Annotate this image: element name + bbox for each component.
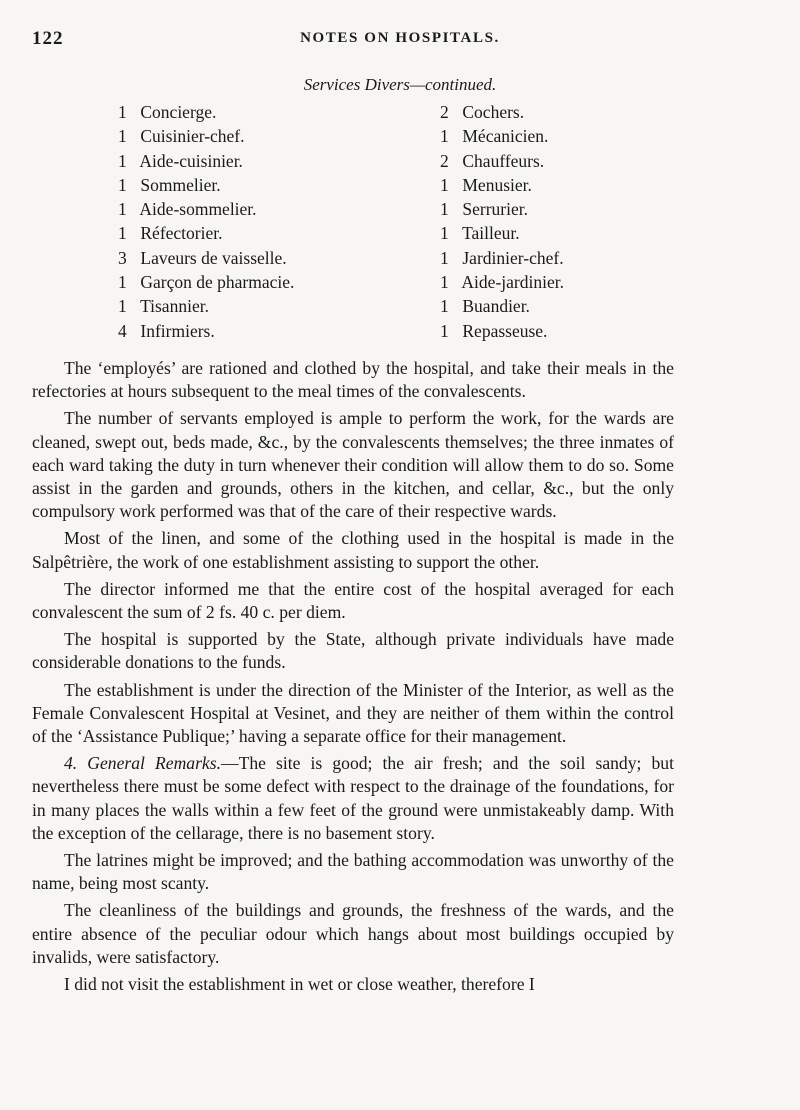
page-number: 122 bbox=[32, 28, 64, 49]
staff-row bbox=[440, 100, 564, 124]
staff-row bbox=[440, 246, 564, 270]
staff-role: Garçon de pharmacie. bbox=[140, 272, 295, 293]
staff-row bbox=[118, 319, 294, 343]
staff-role: Tisannier. bbox=[140, 296, 209, 317]
staff-row bbox=[118, 221, 294, 245]
paragraph: The ‘employés’ are rationed and clothed by the hospital, and take their meals in the refectories at hours subsequent to the meal times of the convalescents. bbox=[32, 358, 674, 402]
staff-list-left bbox=[118, 100, 294, 343]
staff-count: 1 bbox=[440, 296, 449, 317]
staff-row bbox=[440, 221, 564, 245]
body-text bbox=[32, 357, 674, 996]
staff-count: 1 bbox=[440, 174, 449, 195]
staff-role: Chauffeurs. bbox=[462, 150, 545, 171]
staff-count: 2 bbox=[440, 150, 449, 171]
staff-count: 2 bbox=[440, 102, 449, 122]
staff-count: 1 bbox=[118, 102, 127, 122]
staff-count: 1 bbox=[118, 150, 127, 171]
staff-role: Réfectorier. bbox=[140, 223, 223, 244]
paragraph: The number of servants employed is ample to perform the work, for the wards are cleaned, swept out, beds made, &c., by the convalescents themselves; the three inmates of each ward taking the duty in turn whenever their condition will allow them to do so. Some assist in the garden and grounds, others in the kitchen, and cellar, &c., but the only compulsory work performed was that of the care of their respective wards. bbox=[32, 408, 674, 522]
paragraph: Most of the linen, and some of the clothing used in the hospital is made in the Salpêtrière, the work of one establishment assisting to support the other. bbox=[32, 528, 674, 572]
staff-count: 3 bbox=[118, 247, 127, 268]
paragraph: The latrines might be improved; and the bathing accommodation was unworthy of the name, being most scanty. bbox=[32, 850, 674, 894]
staff-role: Aide-jardinier. bbox=[461, 272, 564, 293]
staff-role: Buandier. bbox=[462, 296, 530, 317]
staff-count: 1 bbox=[440, 223, 449, 244]
section-label: 4. General Remarks. bbox=[64, 753, 221, 774]
staff-role: Infirmiers. bbox=[140, 320, 215, 341]
staff-row bbox=[440, 294, 564, 318]
staff-row bbox=[118, 270, 294, 294]
staff-role: Laveurs de vaisselle. bbox=[140, 247, 287, 268]
staff-count: 1 bbox=[118, 199, 127, 220]
staff-role: Tailleur. bbox=[462, 223, 520, 244]
staff-role: Cochers. bbox=[462, 102, 525, 122]
staff-count: 1 bbox=[118, 296, 127, 317]
staff-row bbox=[118, 246, 294, 270]
staff-count: 1 bbox=[118, 126, 127, 147]
staff-list-right bbox=[440, 100, 564, 343]
staff-count: 1 bbox=[440, 320, 449, 341]
staff-count: 1 bbox=[440, 247, 449, 268]
staff-count: 1 bbox=[440, 272, 449, 293]
paragraph: I did not visit the establishment in wet or close weather, therefore I bbox=[64, 974, 535, 995]
staff-row bbox=[440, 124, 564, 148]
staff-count: 1 bbox=[440, 126, 449, 147]
staff-role: Sommelier. bbox=[140, 174, 221, 195]
staff-row bbox=[118, 124, 294, 148]
paragraph-text: —The site is good; the air fresh; and the soil sandy; but nevertheless there must be some defect with respect to the drainage of the foundations, for in many places the walls within a few feet of the ground were unmistakeably damp. With the exception of the cellarage, there is no basement story. bbox=[32, 753, 674, 843]
staff-row bbox=[118, 173, 294, 197]
staff-role: Menusier. bbox=[462, 174, 532, 195]
staff-count: 4 bbox=[118, 320, 127, 341]
staff-role: Concierge. bbox=[140, 102, 217, 122]
staff-count: 1 bbox=[118, 272, 127, 293]
running-title: NOTES ON HOSPITALS. bbox=[300, 30, 500, 46]
staff-row bbox=[118, 294, 294, 318]
staff-count: 1 bbox=[440, 199, 449, 220]
staff-row bbox=[118, 100, 294, 124]
staff-row bbox=[118, 149, 294, 173]
services-heading: Services Divers—continued. bbox=[303, 75, 497, 94]
staff-role: Cuisinier-chef. bbox=[140, 126, 245, 147]
staff-row bbox=[440, 149, 564, 173]
page-header bbox=[32, 28, 768, 52]
staff-role: Repasseuse. bbox=[462, 320, 548, 341]
paragraph: The director informed me that the entire cost of the hospital averaged for each convalescent the sum of 2 fs. 40 c. per diem. bbox=[32, 578, 674, 623]
staff-role: Jardinier-chef. bbox=[462, 247, 564, 268]
staff-row bbox=[118, 197, 294, 221]
staff-row bbox=[440, 173, 564, 197]
staff-role: Aide-sommelier. bbox=[139, 199, 257, 220]
paragraph: The hospital is supported by the State, although private individuals have made considerable donations to the funds. bbox=[32, 629, 674, 673]
staff-role: Serrurier. bbox=[462, 199, 528, 220]
staff-row bbox=[440, 197, 564, 221]
paragraph: The establishment is under the direction of the Minister of the Interior, as well as the Female Convalescent Hospital at Vesinet, and they are neither of them within the control of the ‘Assistance Publique;’ having a separate office for their management. bbox=[32, 679, 674, 747]
paragraph-general-remarks bbox=[32, 752, 674, 845]
staff-row bbox=[440, 270, 564, 294]
paragraph: The cleanliness of the buildings and grounds, the freshness of the wards, and the entire absence of the peculiar odour which hangs about most buildings occupied by invalids, were satisfactory. bbox=[32, 900, 674, 967]
staff-role: Mécanicien. bbox=[462, 126, 549, 147]
staff-count: 1 bbox=[118, 223, 127, 244]
staff-count: 1 bbox=[118, 174, 127, 195]
staff-role: Aide-cuisinier. bbox=[139, 150, 243, 171]
staff-row bbox=[440, 319, 564, 343]
